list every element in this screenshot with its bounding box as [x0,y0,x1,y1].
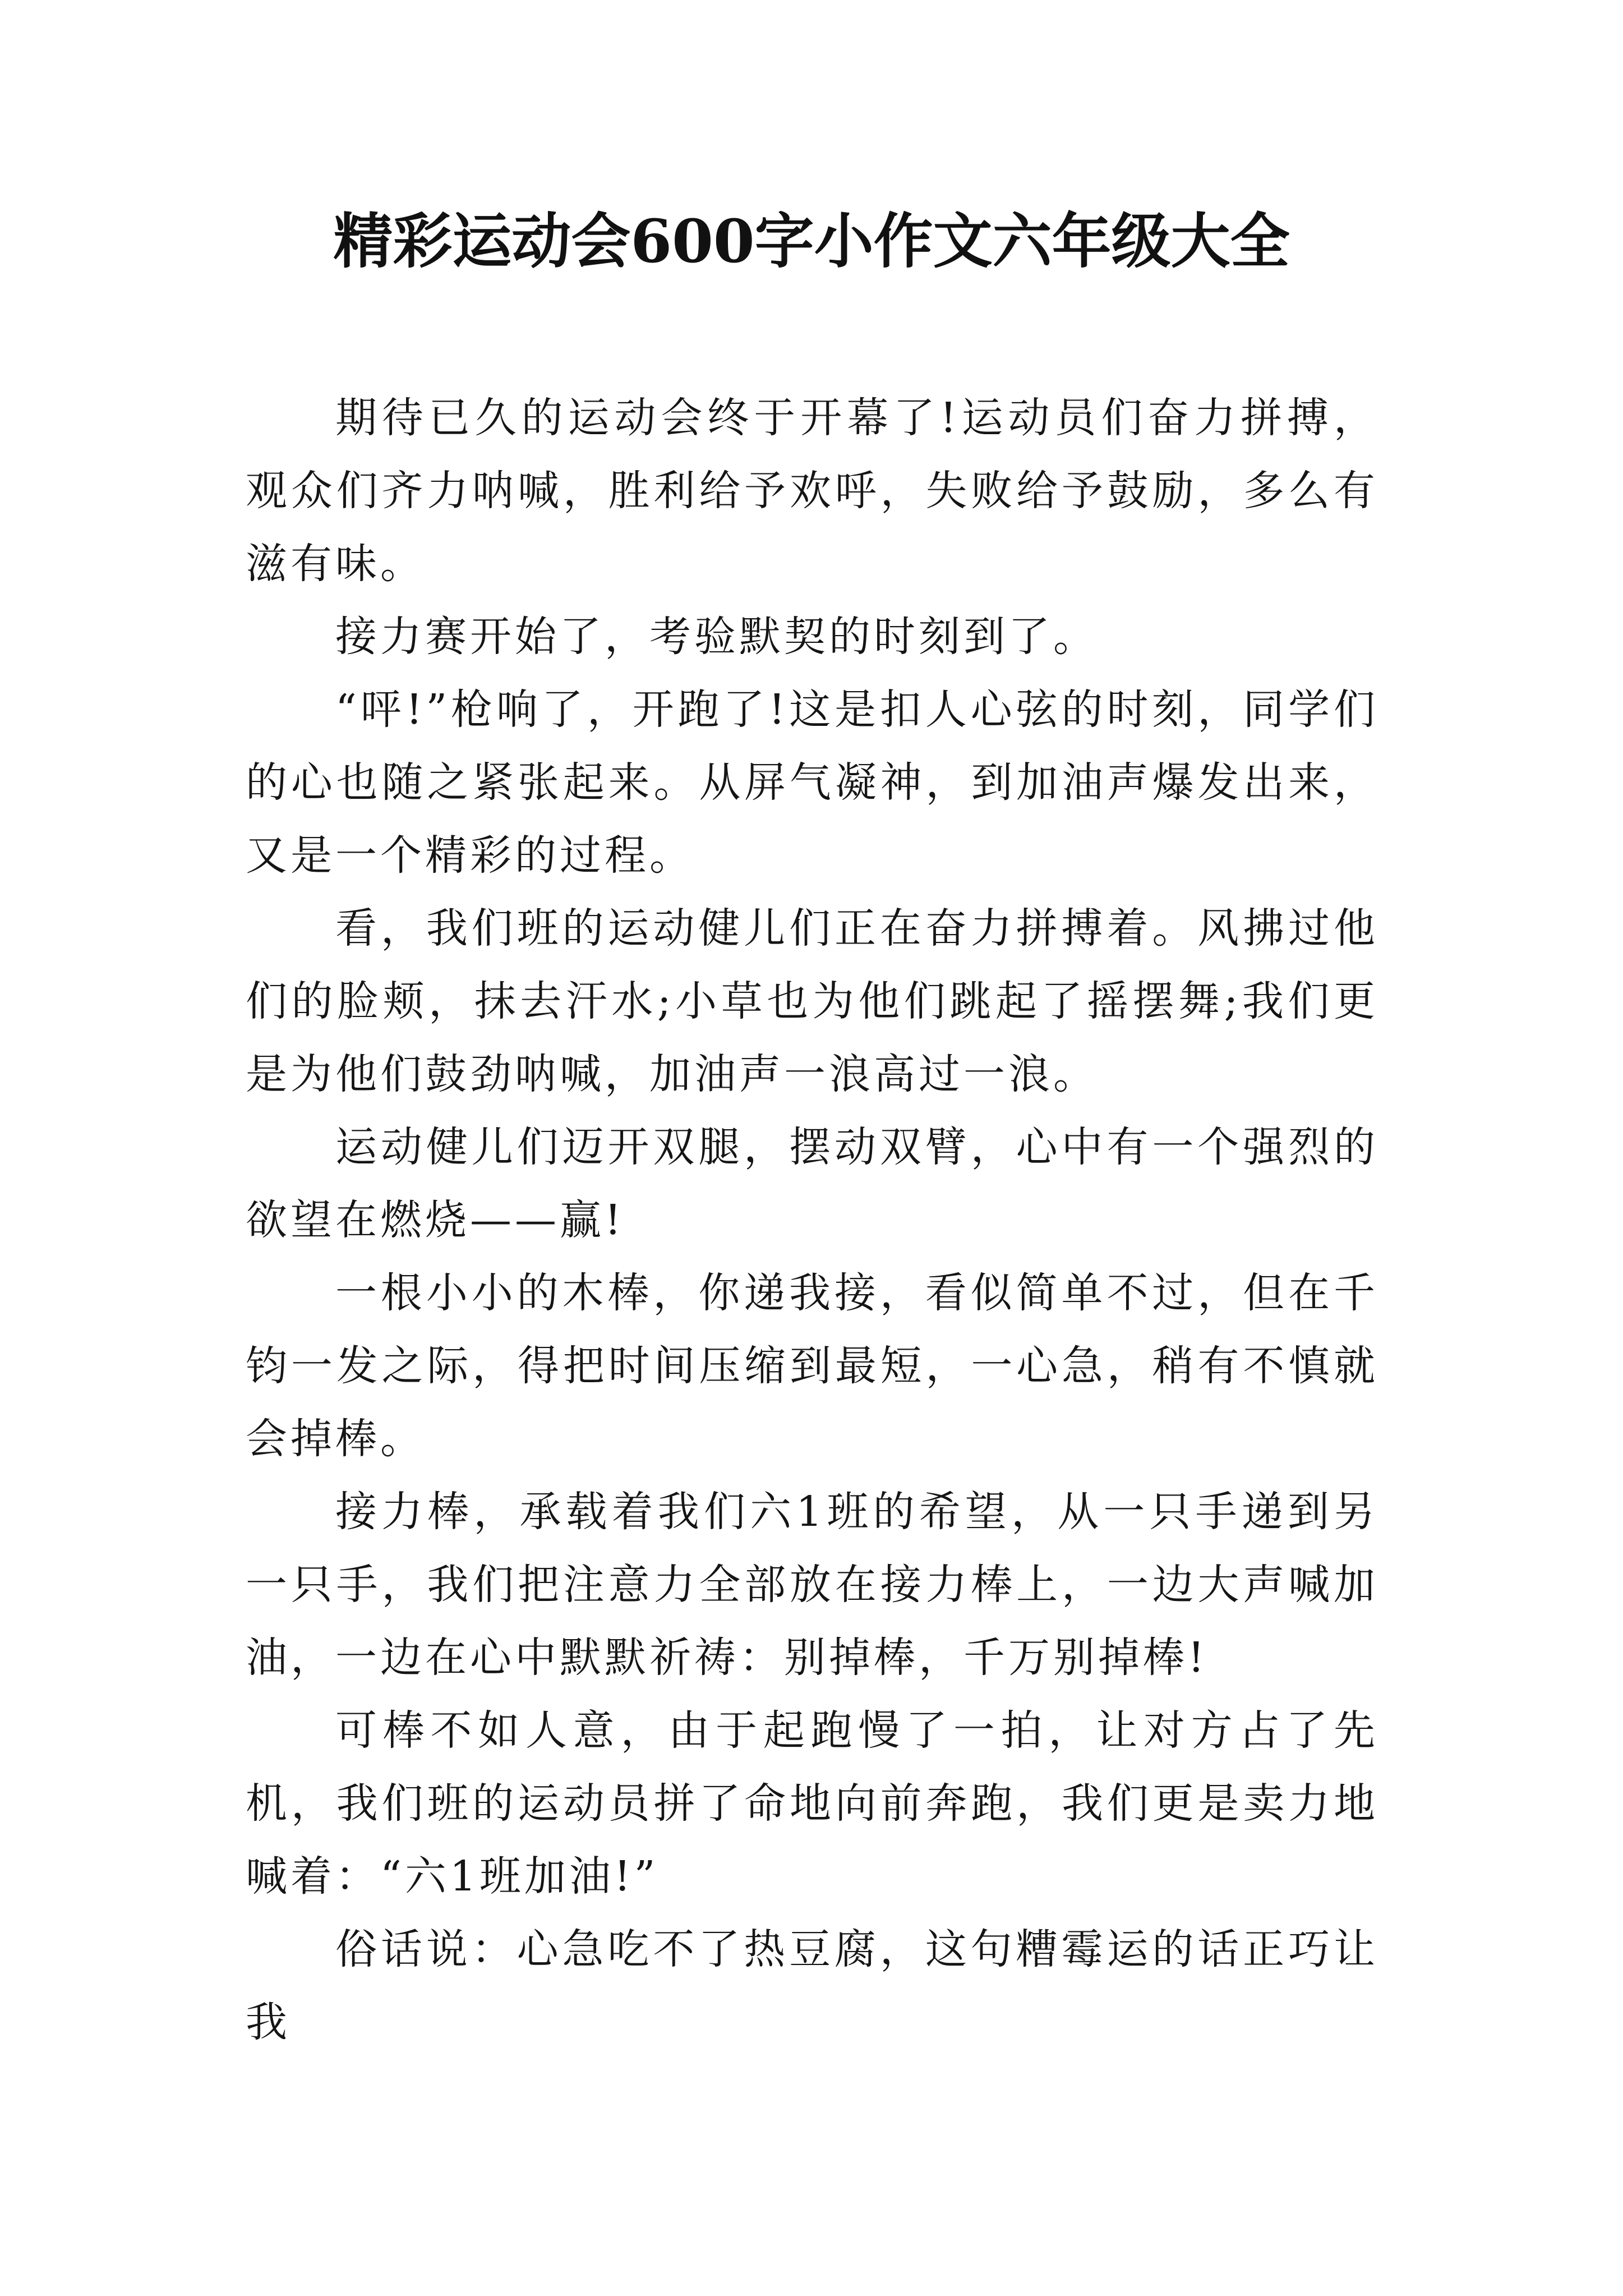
document-title: 精彩运动会600字小作文六年级大全 [333,206,1290,276]
paragraph: 接力赛开始了，考验默契的时刻到了。 [335,613,1098,661]
paragraph: 看，我们班的运动健儿们正在奋力拼搏着。风拂过他们的脸颊，抹去汗水;小草也为他们跳起了摇摆舞;我们更是为他们鼓劲呐喊，加油声一浪高过一浪。 [246,904,1378,1098]
paragraph: 俗话说：心急吃不了热豆腐，这句糟霉运的话正巧让我 [246,1925,1378,2046]
paragraph: 期待已久的运动会终于开幕了!运动员们奋力拼搏，观众们齐力呐喊，胜利给予欢呼，失败给予鼓励，多么有滋有味。 [246,394,1378,588]
paragraph: 运动健儿们迈开双腿，摆动双臂，心中有一个强烈的欲望在燃烧——赢! [246,1123,1378,1244]
paragraph: 一根小小的木棒，你递我接，看似简单不过，但在千钧一发之际，得把时间压缩到最短，一心急，稍有不慎就会掉棒。 [246,1269,1378,1463]
document-body [246,381,1378,2059]
paragraph: 接力棒，承载着我们六1班的希望，从一只手递到另一只手，我们把注意力全部放在接力棒上，一边大声喊加油，一边在心中默默祈祷：别掉棒，千万别掉棒! [246,1488,1378,1682]
paragraph: “呯!”枪响了，开跑了!这是扣人心弦的时刻，同学们的心也随之紧张起来。从屏气凝神，到加油声爆发出来，又是一个精彩的过程。 [246,685,1378,880]
paragraph: 可棒不如人意，由于起跑慢了一拍，让对方占了先机，我们班的运动员拼了命地向前奔跑，我们更是卖力地喊着：“六1班加油!” [246,1706,1378,1901]
